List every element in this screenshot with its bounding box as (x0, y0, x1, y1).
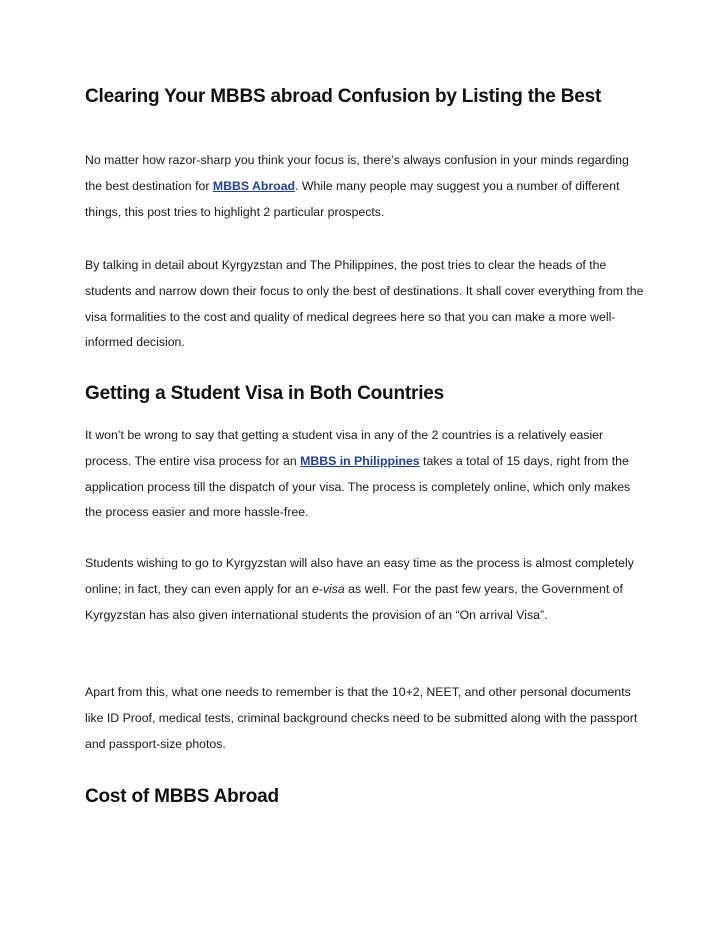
visa-paragraph-3: Apart from this, what one needs to remember is that the 10+2, NEET, and other personal documents like ID Proof, medical tests, criminal background checks need to be submitted along with the passport and passport-size photos. (85, 685, 638, 751)
intro-paragraph-2: By talking in detail about Kyrgyzstan and The Philippines, the post tries to clear the heads of the students and narrow down their focus to only the best of destinations. It shall cover everything from the visa formalities to the cost and quality of medical degrees here so that you can make a more well-informed decision. (85, 258, 644, 350)
cost-section-heading: Cost of MBBS Abroad (85, 786, 279, 807)
visa-paragraph-2-text-b: as well. For the past few years, the Government of Kyrgyzstan has also given international students the provision of an “On arrival Visa”. (85, 581, 623, 622)
mbbs-in-philippines-link[interactable]: MBBS in Philippines (300, 453, 420, 468)
page-title: Clearing Your MBBS abroad Confusion by Listing the Best (85, 86, 602, 107)
e-visa-term: e-visa (311, 581, 345, 596)
visa-paragraph-1-text-a: It won’t be wrong to say that getting a student visa in any of the 2 countries is a relatively easier process. The entire visa process for an (85, 428, 604, 468)
visa-paragraph-2-text-a: Students wishing to go to Kyrgyzstan will also have an easy time as the process is almost completely online; in fact, they can even apply for an (85, 556, 634, 596)
visa-paragraph-2 (85, 551, 645, 628)
visa-paragraph-1 (85, 423, 645, 526)
visa-paragraph-1-text-b: takes a total of 15 days, right from the application process till the dispatch of your visa. The process is completely online, which only makes the process easier and more hassle-free. (85, 453, 631, 520)
intro-paragraph-1-text-b: . While many people may suggest you a number of different things, this post tries to highlight 2 particular prospects. (85, 178, 620, 219)
mbbs-abroad-link[interactable]: MBBS Abroad (212, 178, 296, 193)
intro-paragraph-1 (85, 148, 645, 225)
visa-section-heading: Getting a Student Visa in Both Countries (85, 383, 445, 404)
intro-paragraph-1-text-a: No matter how razor-sharp you think your focus is, there’s always confusion in your minds regarding the best destination for (85, 153, 629, 193)
